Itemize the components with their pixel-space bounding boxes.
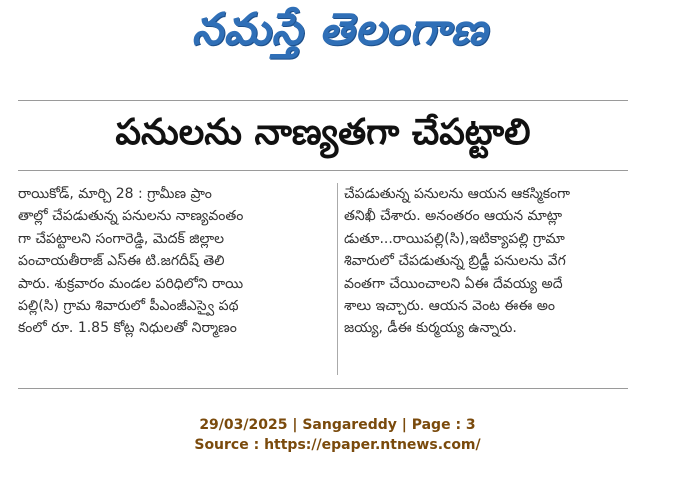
article-line: తనిఖీ చేశారు. అనంతరం ఆయన మాట్లా (344, 208, 563, 225)
article-line: పల్లి(సి) గ్రామ శివారులో పీఎంజీఎస్వై పథ (18, 297, 239, 314)
column-divider (337, 183, 338, 375)
article-line: జయ్య, డీఈ కుర్మయ్య ఉన్నారు. (344, 320, 517, 337)
masthead (0, 0, 675, 90)
article-line: పారు. శుక్రవారం మండల పరిధిలోని రాయి (18, 275, 244, 292)
bottom-divider (18, 388, 628, 389)
source-link[interactable]: Source : https://epaper.ntnews.com/ (194, 437, 481, 453)
article-line: శివారులో చేపడుతున్న బ్రిడ్జీ పనులను వేగ (344, 253, 566, 270)
article-line: కంలో రూ. 1.85 కోట్ల నిధులతో నిర్మాణం (18, 320, 237, 337)
article-line: చేపడుతున్న పనులను ఆయన ఆకస్మికంగా (344, 186, 570, 202)
newspaper-logo: నమస్తే తెలంగాణ (191, 4, 489, 55)
article-column-left (18, 183, 334, 340)
article-headline: పనులను నాణ్యతగా చేపట్టాలి (115, 112, 531, 153)
article-column-right (344, 183, 628, 340)
article-line: పంచాయతీరాజ్ ఎస్ఈ టి.జగదీష్ తెలి (18, 253, 225, 270)
article-line: తాల్లో చేపడుతున్న పనులను నాణ్యవంతం (18, 208, 244, 225)
article-line: రాయికోడ్, మార్చి 28 : గ్రామీణ ప్రాం (18, 186, 212, 202)
article-line: వంతగా చేయించాలని ఏఈ దేవయ్య అదే (344, 275, 563, 292)
publication-info: 29/03/2025 | Sangareddy | Page : 3 (199, 417, 476, 433)
headline-divider (18, 170, 628, 171)
top-divider (18, 100, 628, 101)
article-line: శాలు ఇచ్చారు. ఆయన వెంట ఈఈ అం (344, 297, 556, 314)
article-line: డుతూ...రాయిపల్లి(సి),ఇటిక్యాపల్లి గ్రామా (344, 230, 565, 247)
article-line: గా చేపట్టాలని సంగారెడ్డి, మెదక్ జిల్లాల (18, 230, 225, 247)
